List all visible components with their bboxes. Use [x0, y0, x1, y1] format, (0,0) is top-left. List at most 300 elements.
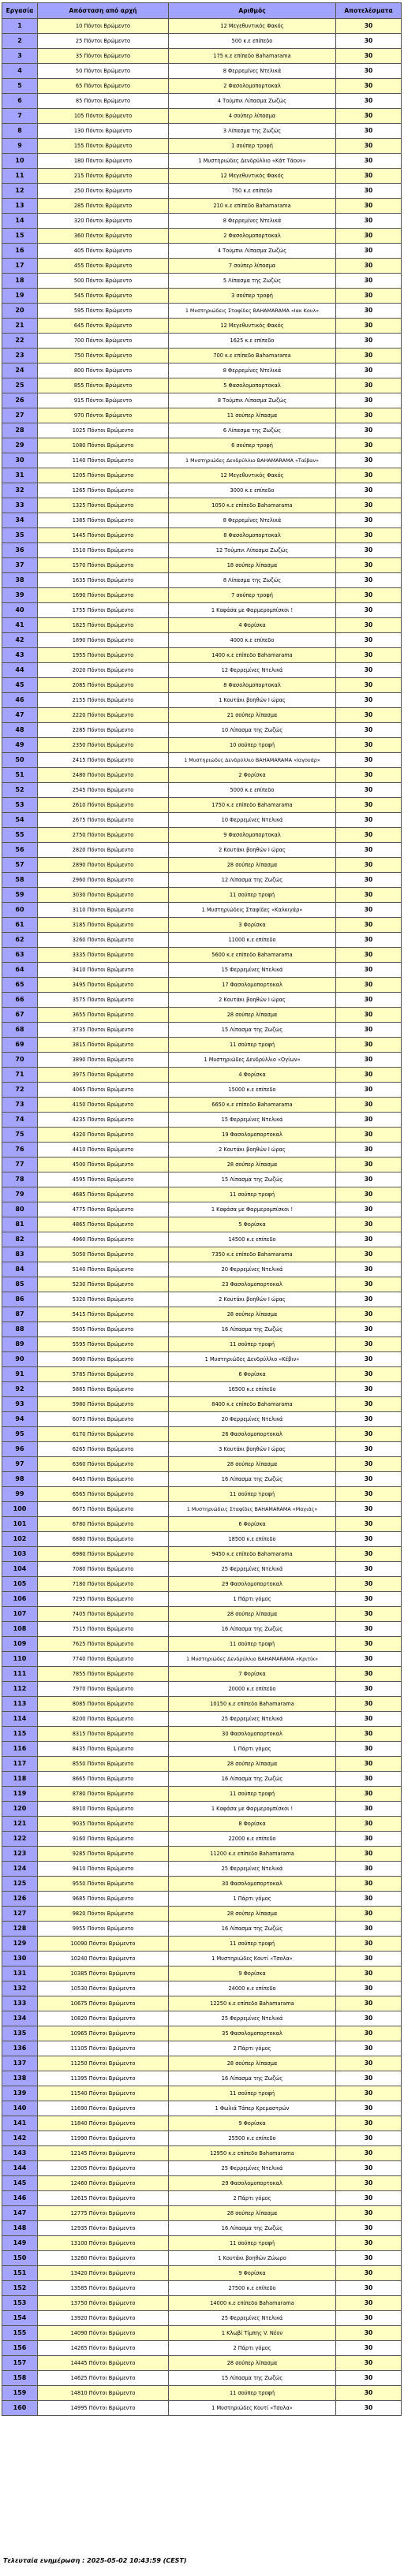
table-row: [2, 1262, 402, 1277]
result-count-cell: 30: [336, 888, 402, 903]
reward-cell: 3000 κ.ε επίπεδο: [169, 483, 336, 498]
task-number: 94: [2, 1412, 38, 1427]
reward-cell: 8 Τούμπνι Λίπασμα Ζωζώς: [169, 393, 336, 408]
table-row: [2, 34, 402, 49]
result-count-cell: 30: [336, 2176, 402, 2191]
result-count-cell: 30: [336, 1622, 402, 1637]
reward-cell: 25 Φερρεμίνες Ντελικά: [169, 2161, 336, 2176]
result-count-cell: 30: [336, 723, 402, 738]
table-row: [2, 1187, 402, 1202]
result-count-cell: 30: [336, 1562, 402, 1577]
table-row: [2, 1113, 402, 1128]
task-number: 58: [2, 873, 38, 888]
reward-cell: 8 Λίπασμα της Ζωζώς: [169, 573, 336, 588]
table-row: [2, 2251, 402, 2266]
task-number: 119: [2, 1787, 38, 1802]
reward-cell: 12 Φερρεμίνες Ντελικά: [169, 663, 336, 678]
table-row: [2, 1502, 402, 1517]
distance-cell: 7970 Πόντοι Βρώμεντο: [38, 1682, 169, 1697]
task-number: 12: [2, 184, 38, 199]
result-count-cell: 30: [336, 1966, 402, 1981]
distance-cell: 800 Πόντοι Βρώμεντο: [38, 363, 169, 378]
task-number: 132: [2, 1981, 38, 1996]
reward-cell: 25 Φερρεμίνες Ντελικά: [169, 2011, 336, 2026]
result-count-cell: 30: [336, 1682, 402, 1697]
distance-cell: 25 Πόντοι Βρώμεντο: [38, 34, 169, 49]
task-number: 151: [2, 2266, 38, 2281]
result-count-cell: 30: [336, 2071, 402, 2086]
distance-cell: 2960 Πόντοι Βρώμεντο: [38, 873, 169, 888]
reward-cell: 16 Λίπασμα της Ζωζώς: [169, 1322, 336, 1337]
table-row: [2, 693, 402, 708]
table-row: [2, 1952, 402, 1966]
task-number: 1: [2, 19, 38, 34]
reward-cell: 29 Φασολομοπορτοκαλ: [169, 2176, 336, 2191]
reward-cell: 4 Φορίσκα: [169, 618, 336, 633]
task-number: 62: [2, 933, 38, 948]
reward-cell: 4 Τούμπνι Λίπασμα Ζωζώς: [169, 94, 336, 109]
distance-cell: 2820 Πόντοι Βρώμεντο: [38, 843, 169, 858]
task-number: 148: [2, 2221, 38, 2236]
distance-cell: 6980 Πόντοι Βρώμεντο: [38, 1547, 169, 1562]
distance-cell: 3575 Πόντοι Βρώμεντο: [38, 993, 169, 1008]
table-row: [2, 648, 402, 663]
result-count-cell: 30: [336, 319, 402, 334]
reward-cell: 12 Μεγεθυντικός Φακός: [169, 468, 336, 483]
result-count-cell: 30: [336, 2101, 402, 2116]
table-row: [2, 94, 402, 109]
result-count-cell: 30: [336, 1577, 402, 1592]
task-number: 137: [2, 2056, 38, 2071]
distance-cell: 1825 Πόντοι Βρώμεντο: [38, 618, 169, 633]
result-count-cell: 30: [336, 2131, 402, 2146]
distance-cell: 14810 Πόντοι Βρώμεντο: [38, 2386, 169, 2401]
reward-cell: 750 κ.ε επίπεδο: [169, 184, 336, 199]
result-count-cell: 30: [336, 1727, 402, 1742]
reward-cell: 28 σούπερ λίπασμα: [169, 858, 336, 873]
task-number: 4: [2, 64, 38, 79]
result-count-cell: 30: [336, 963, 402, 978]
table-row: [2, 813, 402, 828]
table-row: [2, 1277, 402, 1292]
result-count-cell: 30: [336, 1172, 402, 1187]
table-row: [2, 2191, 402, 2206]
result-count-cell: 30: [336, 2146, 402, 2161]
reward-cell: 10 Λίπασμα της Ζωζώς: [169, 723, 336, 738]
distance-cell: 1755 Πόντοι Βρώμεντο: [38, 603, 169, 618]
table-row: [2, 1727, 402, 1742]
task-number: 153: [2, 2296, 38, 2311]
table-row: [2, 828, 402, 843]
distance-cell: 4865 Πόντοι Βρώμεντο: [38, 1217, 169, 1232]
reward-cell: 20 Φερρεμίνες Ντελικά: [169, 1412, 336, 1427]
table-row: [2, 1547, 402, 1562]
table-row: [2, 663, 402, 678]
reward-cell: 2 Κουτάκι βοηθών Ι ώρας: [169, 1292, 336, 1307]
task-number: 112: [2, 1682, 38, 1697]
result-count-cell: 30: [336, 1532, 402, 1547]
task-number: 21: [2, 319, 38, 334]
distance-cell: 2220 Πόντοι Βρώμεντο: [38, 708, 169, 723]
task-number: 74: [2, 1113, 38, 1128]
table-row: [2, 2011, 402, 2026]
table-row: [2, 2341, 402, 2356]
task-number: 124: [2, 1862, 38, 1877]
table-row: [2, 1487, 402, 1502]
result-count-cell: 30: [336, 2296, 402, 2311]
distance-cell: 8435 Πόντοι Βρώμεντο: [38, 1742, 169, 1757]
table-row: [2, 468, 402, 483]
distance-cell: 9685 Πόντοι Βρώμεντο: [38, 1892, 169, 1907]
distance-cell: 6170 Πόντοι Βρώμεντο: [38, 1427, 169, 1442]
table-row: [2, 948, 402, 963]
table-row: [2, 2041, 402, 2056]
reward-cell: 7350 κ.ε επίπεδο Bahamarama: [169, 1247, 336, 1262]
result-count-cell: 30: [336, 1712, 402, 1727]
reward-cell: 5 Φασολομοπορτοκαλ: [169, 378, 336, 393]
task-number: 85: [2, 1277, 38, 1292]
distance-cell: 7625 Πόντοι Βρώμεντο: [38, 1637, 169, 1652]
task-number: 138: [2, 2071, 38, 2086]
distance-cell: 4775 Πόντοι Βρώμεντο: [38, 1202, 169, 1217]
task-number: 103: [2, 1547, 38, 1562]
task-number: 155: [2, 2326, 38, 2341]
table-row: [2, 2221, 402, 2236]
result-count-cell: 30: [336, 109, 402, 124]
table-row: [2, 1053, 402, 1068]
distance-cell: 2155 Πόντοι Βρώμεντο: [38, 693, 169, 708]
result-count-cell: 30: [336, 498, 402, 513]
result-count-cell: 30: [336, 603, 402, 618]
result-count-cell: 30: [336, 453, 402, 468]
distance-cell: 4235 Πόντοι Βρώμεντο: [38, 1113, 169, 1128]
task-number: 13: [2, 199, 38, 214]
table-row: [2, 2131, 402, 2146]
task-number: 146: [2, 2191, 38, 2206]
result-count-cell: 30: [336, 2221, 402, 2236]
task-number: 145: [2, 2176, 38, 2191]
task-number: 130: [2, 1952, 38, 1966]
table-row: [2, 2161, 402, 2176]
task-number: 48: [2, 723, 38, 738]
task-number: 35: [2, 528, 38, 543]
table-row: [2, 229, 402, 244]
distance-cell: 1265 Πόντοι Βρώμεντο: [38, 483, 169, 498]
table-row: [2, 1892, 402, 1907]
reward-cell: 9 Φορίσκα: [169, 1966, 336, 1981]
distance-cell: 11105 Πόντοι Βρώμεντο: [38, 2041, 169, 2056]
distance-cell: 3260 Πόντοι Βρώμεντο: [38, 933, 169, 948]
result-count-cell: 30: [336, 2386, 402, 2401]
table-row: [2, 393, 402, 408]
reward-cell: 2 Πάρτι γόμος: [169, 2041, 336, 2056]
table-row: [2, 1143, 402, 1158]
task-number: 82: [2, 1232, 38, 1247]
distance-cell: 105 Πόντοι Βρώμεντο: [38, 109, 169, 124]
reward-cell: 3 Κουτάκι βοηθών Ι ώρας: [169, 1442, 336, 1457]
table-row: [2, 1787, 402, 1802]
result-count-cell: 30: [336, 1217, 402, 1232]
result-count-cell: 30: [336, 1652, 402, 1667]
reward-cell: 1 Μυστηριώδες Κουτί «Τσολα»: [169, 2401, 336, 2416]
table-row: [2, 798, 402, 813]
table-row: [2, 903, 402, 918]
reward-cell: 1 Πάρτι γόμος: [169, 1592, 336, 1607]
result-count-cell: 30: [336, 289, 402, 304]
result-count-cell: 30: [336, 1083, 402, 1098]
distance-cell: 6880 Πόντοι Βρώμεντο: [38, 1532, 169, 1547]
result-count-cell: 30: [336, 1817, 402, 1832]
task-number: 76: [2, 1143, 38, 1158]
task-number: 33: [2, 498, 38, 513]
result-count-cell: 30: [336, 274, 402, 289]
result-count-cell: 30: [336, 483, 402, 498]
reward-cell: 28 σούπερ λίπασμα: [169, 2056, 336, 2071]
task-number: 57: [2, 858, 38, 873]
reward-cell: 8400 κ.ε επίπεδο Bahamarama: [169, 1397, 336, 1412]
distance-cell: 4960 Πόντοι Βρώμεντο: [38, 1232, 169, 1247]
table-row: [2, 289, 402, 304]
task-number: 31: [2, 468, 38, 483]
result-count-cell: 30: [336, 1667, 402, 1682]
result-count-cell: 30: [336, 438, 402, 453]
result-count-cell: 30: [336, 1128, 402, 1143]
distance-cell: 1570 Πόντοι Βρώμεντο: [38, 558, 169, 573]
table-row: [2, 214, 402, 229]
distance-cell: 7855 Πόντοι Βρώμεντο: [38, 1667, 169, 1682]
reward-cell: 1625 κ.ε επίπεδο: [169, 334, 336, 349]
reward-cell: 11 σούπερ τροφή: [169, 2086, 336, 2101]
table-row: [2, 2026, 402, 2041]
distance-cell: 5785 Πόντοι Βρώμεντο: [38, 1367, 169, 1382]
distance-cell: 130 Πόντοι Βρώμεντο: [38, 124, 169, 139]
table-row: [2, 1682, 402, 1697]
reward-cell: 30 Φασολομοπορτοκαλ: [169, 1877, 336, 1892]
result-count-cell: 30: [336, 648, 402, 663]
table-row: [2, 124, 402, 139]
table-row: [2, 2116, 402, 2131]
table-row: [2, 274, 402, 289]
result-count-cell: 30: [336, 978, 402, 993]
distance-cell: 3495 Πόντοι Βρώμεντο: [38, 978, 169, 993]
task-number: 65: [2, 978, 38, 993]
table-row: [2, 1847, 402, 1862]
table-row: [2, 1232, 402, 1247]
reward-cell: 10 Φερρεμίνες Ντελικά: [169, 813, 336, 828]
reward-cell: 10150 κ.ε επίπεδο Bahamarama: [169, 1697, 336, 1712]
reward-cell: 11 σούπερ τροφή: [169, 1487, 336, 1502]
result-count-cell: 30: [336, 1637, 402, 1652]
reward-cell: 28 σούπερ λίπασμα: [169, 2356, 336, 2371]
task-number: 118: [2, 1772, 38, 1787]
distance-cell: 6780 Πόντοι Βρώμεντο: [38, 1517, 169, 1532]
result-count-cell: 30: [336, 1592, 402, 1607]
distance-cell: 595 Πόντοι Βρώμεντο: [38, 304, 169, 319]
distance-cell: 10820 Πόντοι Βρώμεντο: [38, 2011, 169, 2026]
reward-cell: 7 σούπερ λίπασμα: [169, 259, 336, 274]
reward-cell: 12 Μεγεθυντικός Φακός: [169, 169, 336, 184]
task-number: 129: [2, 1937, 38, 1952]
reward-cell: 15 Λίπασμα της Ζωζώς: [169, 2371, 336, 2386]
reward-cell: 22000 κ.ε επίπεδο: [169, 1832, 336, 1847]
table-row: [2, 2176, 402, 2191]
reward-cell: 9 Φορίσκα: [169, 2116, 336, 2131]
reward-cell: 15 Λίπασμα της Ζωζώς: [169, 1023, 336, 1038]
reward-cell: 6650 κ.ε επίπεδο Bahamarama: [169, 1098, 336, 1113]
reward-cell: 28 σούπερ λίπασμα: [169, 1907, 336, 1922]
table-row: [2, 1068, 402, 1083]
distance-cell: 7405 Πόντοι Βρώμεντο: [38, 1607, 169, 1622]
reward-cell: 11 σούπερ τροφή: [169, 1787, 336, 1802]
distance-cell: 10675 Πόντοι Βρώμεντο: [38, 1996, 169, 2011]
result-count-cell: 30: [336, 2191, 402, 2206]
reward-cell: 2 Πάρτι γόμος: [169, 2191, 336, 2206]
reward-cell: 24000 κ.ε επίπεδο: [169, 1981, 336, 1996]
distance-cell: 1140 Πόντοι Βρώμεντο: [38, 453, 169, 468]
table-row: [2, 1996, 402, 2011]
table-row: [2, 1292, 402, 1307]
result-count-cell: 30: [336, 693, 402, 708]
task-number: 34: [2, 513, 38, 528]
distance-cell: 500 Πόντοι Βρώμεντο: [38, 274, 169, 289]
task-number: 8: [2, 124, 38, 139]
distance-cell: 915 Πόντοι Βρώμεντο: [38, 393, 169, 408]
result-count-cell: 30: [336, 1382, 402, 1397]
result-count-cell: 30: [336, 1337, 402, 1352]
table-row: [2, 1907, 402, 1922]
table-row: [2, 1247, 402, 1262]
task-number: 80: [2, 1202, 38, 1217]
distance-cell: 7740 Πόντοι Βρώμεντο: [38, 1652, 169, 1667]
reward-cell: 12250 κ.ε επίπεδο Bahamarama: [169, 1996, 336, 2011]
reward-cell: 35 Φασολομοπορτοκαλ: [169, 2026, 336, 2041]
task-number: 140: [2, 2101, 38, 2116]
header-reward: Αριθμός: [169, 3, 336, 19]
reward-cell: 1 Κλωβί Τίμπης V. Νέον: [169, 2326, 336, 2341]
table-row: [2, 1697, 402, 1712]
reward-cell: 28 σούπερ λίπασμα: [169, 1158, 336, 1172]
reward-cell: 2 Κουτάκι βοηθών Ι ώρας: [169, 993, 336, 1008]
reward-cell: 11 σούπερ τροφή: [169, 2236, 336, 2251]
task-number: 128: [2, 1922, 38, 1937]
table-row: [2, 2146, 402, 2161]
result-count-cell: 30: [336, 1862, 402, 1877]
task-number: 139: [2, 2086, 38, 2101]
distance-cell: 12775 Πόντοι Βρώμεντο: [38, 2206, 169, 2221]
task-number: 38: [2, 573, 38, 588]
task-number: 75: [2, 1128, 38, 1143]
distance-cell: 215 Πόντοι Βρώμεντο: [38, 169, 169, 184]
task-number: 10: [2, 154, 38, 169]
distance-cell: 12145 Πόντοι Βρώμεντο: [38, 2146, 169, 2161]
table-row: [2, 378, 402, 393]
table-row: [2, 783, 402, 798]
reward-cell: 19 Φασολομοπορτοκαλ: [169, 1128, 336, 1143]
result-count-cell: 30: [336, 1397, 402, 1412]
reward-cell: 1 Μυστηριώδεις Σταφίδες BAHAMARAMA «Μαγιάς»: [169, 1502, 336, 1517]
distance-cell: 1445 Πόντοι Βρώμεντο: [38, 528, 169, 543]
result-count-cell: 30: [336, 903, 402, 918]
distance-cell: 14265 Πόντοι Βρώμεντο: [38, 2341, 169, 2356]
reward-cell: 16 Λίπασμα της Ζωζώς: [169, 1472, 336, 1487]
result-count-cell: 30: [336, 633, 402, 648]
result-count-cell: 30: [336, 1352, 402, 1367]
reward-cell: 11 σούπερ τροφή: [169, 2386, 336, 2401]
distance-cell: 2285 Πόντοι Βρώμεντο: [38, 723, 169, 738]
distance-cell: 1080 Πόντοι Βρώμεντο: [38, 438, 169, 453]
distance-cell: 10 Πόντοι Βρώμεντο: [38, 19, 169, 34]
reward-cell: 18500 κ.ε επίπεδο: [169, 1532, 336, 1547]
distance-cell: 5690 Πόντοι Βρώμεντο: [38, 1352, 169, 1367]
task-number: 70: [2, 1053, 38, 1068]
distance-cell: 14625 Πόντοι Βρώμεντο: [38, 2371, 169, 2386]
reward-cell: 15 Φερρεμίνες Ντελικά: [169, 1113, 336, 1128]
table-row: [2, 843, 402, 858]
result-count-cell: 30: [336, 1292, 402, 1307]
reward-cell: 16 Λίπασμα της Ζωζώς: [169, 1772, 336, 1787]
distance-cell: 9160 Πόντοι Βρώμεντο: [38, 1832, 169, 1847]
distance-cell: 4685 Πόντοι Βρώμεντο: [38, 1187, 169, 1202]
task-number: 20: [2, 304, 38, 319]
task-number: 156: [2, 2341, 38, 2356]
result-count-cell: 30: [336, 1907, 402, 1922]
reward-cell: 8 Φερρεμίνες Ντελικά: [169, 513, 336, 528]
table-row: [2, 2326, 402, 2341]
reward-cell: 28 σούπερ λίπασμα: [169, 1457, 336, 1472]
reward-cell: 10 σούπερ τροφή: [169, 738, 336, 753]
distance-cell: 2415 Πόντοι Βρώμεντο: [38, 753, 169, 768]
table-row: [2, 2356, 402, 2371]
distance-cell: 545 Πόντοι Βρώμεντο: [38, 289, 169, 304]
result-count-cell: 30: [336, 2371, 402, 2386]
task-number: 105: [2, 1577, 38, 1592]
reward-cell: 25 Φερρεμίνες Ντελικά: [169, 1562, 336, 1577]
task-number: 101: [2, 1517, 38, 1532]
reward-cell: 25 Φερρεμίνες Ντελικά: [169, 1862, 336, 1877]
reward-cell: 2 Κουτάκι βοηθών Ι ώρας: [169, 843, 336, 858]
distance-cell: 5320 Πόντοι Βρώμεντο: [38, 1292, 169, 1307]
table-row: [2, 588, 402, 603]
table-row: [2, 423, 402, 438]
table-row: [2, 334, 402, 349]
table-row: [2, 1427, 402, 1442]
task-number: 68: [2, 1023, 38, 1038]
task-number: 102: [2, 1532, 38, 1547]
distance-cell: 5885 Πόντοι Βρώμεντο: [38, 1382, 169, 1397]
reward-cell: 1 Μυστηριώδεις Σταφίδες «Καλκιγάρ»: [169, 903, 336, 918]
result-count-cell: 30: [336, 2041, 402, 2056]
task-number: 87: [2, 1307, 38, 1322]
table-row: [2, 244, 402, 259]
result-count-cell: 30: [336, 1143, 402, 1158]
table-row: [2, 603, 402, 618]
table-row: [2, 1922, 402, 1937]
task-number: 141: [2, 2116, 38, 2131]
task-number: 24: [2, 363, 38, 378]
result-count-cell: 30: [336, 1367, 402, 1382]
task-number: 60: [2, 903, 38, 918]
table-row: [2, 2236, 402, 2251]
result-count-cell: 30: [336, 1952, 402, 1966]
reward-cell: 16 Λίπασμα της Ζωζώς: [169, 1922, 336, 1937]
result-count-cell: 30: [336, 423, 402, 438]
task-number: 96: [2, 1442, 38, 1457]
reward-cell: 8 Φασολομοπορτοκαλ: [169, 678, 336, 693]
result-count-cell: 30: [336, 139, 402, 154]
table-row: [2, 109, 402, 124]
distance-cell: 2675 Πόντοι Βρώμεντο: [38, 813, 169, 828]
result-count-cell: 30: [336, 2341, 402, 2356]
